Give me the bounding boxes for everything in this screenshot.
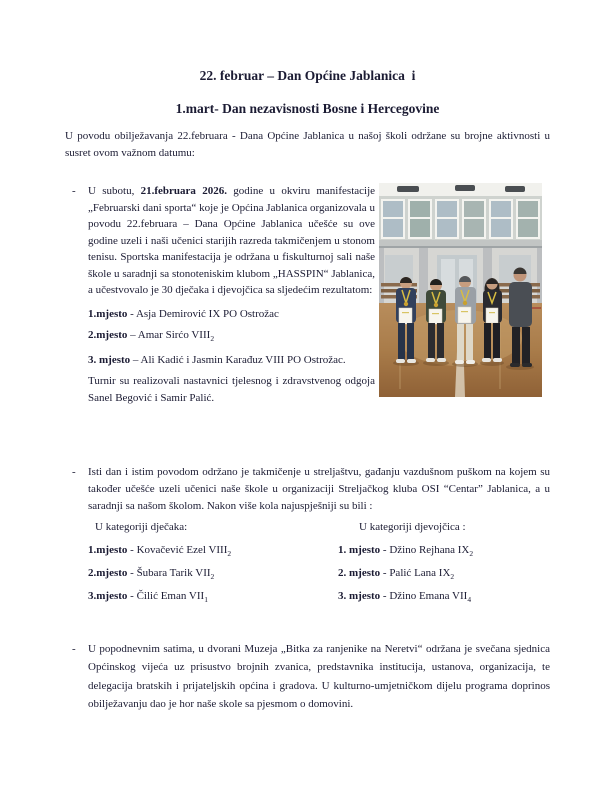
sports-paragraph bbox=[88, 183, 375, 299]
gym-photo-illustration bbox=[379, 183, 542, 397]
tennis-result-3: 3. mjesto – Ali Kadić i Jasmin Karađuz VIII PO Ostrožac. bbox=[88, 353, 346, 366]
shooting-paragraph: Isti dan i istim povodom održano je takmičenje u streljaštvu, gađanju vazdušnom puškom na kojem su također učešće uzeli učenici naše škole u organizaciji Streljačkog kluba OSI “Centar” Jablanica, a u saradnji sa našom školom. Nakon više kola najuspješniji su bili : bbox=[88, 466, 550, 512]
bullet-item-ceremony bbox=[65, 640, 550, 714]
bullet-dash: - bbox=[72, 466, 76, 478]
boys-results-list bbox=[88, 543, 338, 613]
tennis-note: Turnir su realizovali nastavnici tjelesnog i zdravstvenog odgoja Sanel Begović i Samir Palić. bbox=[88, 374, 375, 404]
boys-result-2: 2.mjesto - Šubara Tarik $VII_2$ bbox=[88, 567, 215, 582]
section-shooting bbox=[65, 464, 550, 613]
ceremony-paragraph: U popodnevnim satima, u dvorani Muzeja „Bitka za ranjenike na Neretvi“ održana je svečana sjednica Općinskog vijeća uz prisustvo brojnih zvanica, predstavnika institucija, ustanova, organizacija, te delegacija bratskih i prijateljskih općina i gradova. U kulturno-umjetničkom dijelu programa doprinos obilježavanju dao je hor naše skole sa pjesmom o domovini. bbox=[88, 642, 550, 711]
boys-category-header: U kategoriji dječaka: bbox=[95, 521, 188, 533]
girls-category-header: U kategoriji djevojčica : bbox=[359, 521, 466, 533]
girls-result-2: 2. mjesto - Palić Lana $IX_2$ bbox=[338, 567, 455, 582]
tennis-result-1: 1.mjesto - Asja Demirović IX PO Ostrožac bbox=[88, 307, 279, 320]
gym-group-photo bbox=[379, 183, 542, 397]
intro-paragraph: U povodu obilježavanja 22.februara - Dana Općine Jablanica u našoj školi održane su brojne aktivnosti u susret ovom važnom datumu: bbox=[65, 130, 550, 159]
bullet-item-shooting bbox=[65, 464, 550, 515]
boys-result-1: 1.mjesto - Kovačević Ezel $VIII_2$ bbox=[88, 544, 232, 559]
tennis-results-list bbox=[88, 306, 380, 368]
girls-result-1: 1. mjesto - Džino Rejhana $IX_2$ bbox=[338, 544, 474, 559]
category-headers bbox=[88, 520, 550, 535]
bullet-dash: - bbox=[72, 185, 76, 197]
boys-result-3: 3.mjesto - Čilić Eman $VII_1$ bbox=[88, 590, 208, 605]
title-line-1: 22. februar – Dan Općine Jablanica i bbox=[199, 68, 416, 83]
sports-date-bold: 21.februara 2026. bbox=[140, 185, 227, 197]
bullet-dash: - bbox=[72, 642, 76, 655]
section-table-tennis bbox=[65, 183, 550, 438]
sports-body: godine u okviru manifestacije „Februarski dani sporta“ koje je Općina Jablanica organizovala u povodu 22.februara – Dana Općine Jablanica učešće su ove godine uzeli i naši učenici starijih razreda takmičenjem u stonom tenisu. Sportska manifestacija je održana u fiskulturnoj sali naše škole u saradnji sa stonoteniskim klubom „HASSPIN“ Jablanica, a učestvovalo je 30 dječaka i djevojčica sa sljedećim rezultatom: bbox=[88, 185, 376, 296]
sports-lead: U subotu, bbox=[88, 185, 141, 197]
girls-result-3: 3. mjesto - Džino Emana $VII_4$ bbox=[338, 590, 472, 605]
tennis-result-2: 2.mjesto – Amar Sirćo $VIII_2$ bbox=[88, 328, 215, 343]
shooting-results bbox=[88, 543, 550, 613]
girls-results-list bbox=[338, 543, 550, 613]
title-line-2: 1.mart- Dan nezavisnosti Bosne i Hercegovine bbox=[175, 101, 440, 116]
section-ceremony bbox=[65, 640, 550, 714]
